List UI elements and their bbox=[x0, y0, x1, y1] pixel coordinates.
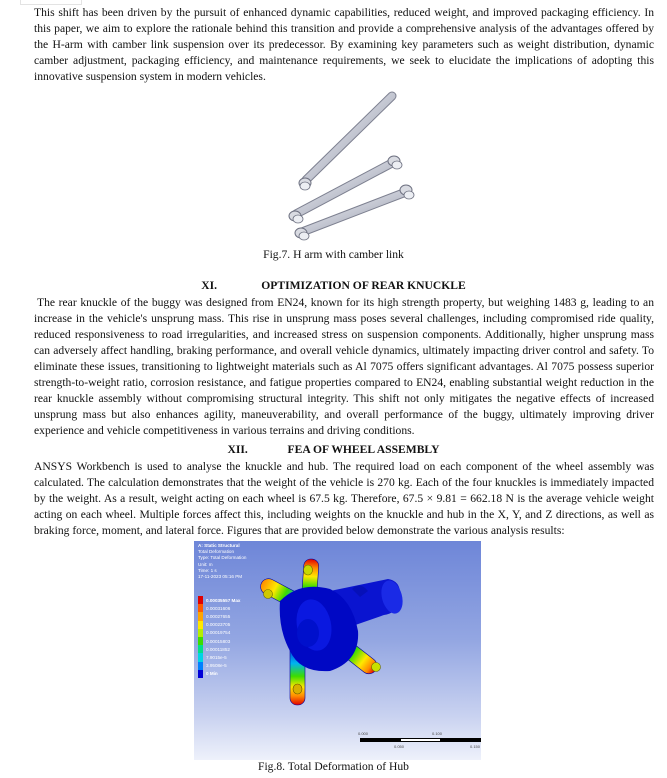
hub-deformation-model bbox=[260, 541, 420, 721]
legend-label: 0.00019754 bbox=[206, 630, 231, 636]
result-type: Type: Total Deformation bbox=[198, 555, 247, 561]
legend-label: 0.00035557 Max bbox=[206, 597, 241, 603]
scale-label: 0.050 bbox=[394, 744, 405, 749]
scale-label: 0.150 bbox=[470, 744, 481, 749]
legend-swatch bbox=[198, 604, 203, 612]
h-arm-camber-link-figure bbox=[276, 88, 426, 246]
legend-swatch bbox=[198, 662, 203, 670]
result-name: Total Deformation bbox=[198, 549, 235, 555]
legend-label: 0.00011852 bbox=[206, 646, 230, 652]
legend-row bbox=[198, 596, 240, 604]
analysis-name: A: Static Structural bbox=[198, 543, 240, 548]
legend-row bbox=[198, 637, 240, 645]
legend-label: 0.00023705 bbox=[206, 622, 231, 628]
section-title: OPTIMIZATION OF REAR KNUCKLE bbox=[261, 279, 466, 292]
legend-row bbox=[198, 604, 240, 612]
intro-paragraph: This shift has been driven by the pursuit of enhanced dynamic capabilities, reduced weight, and improved packaging efficiency. In this paper, we aim to explore the rationale behind this transition and provide a comprehensive analysis of the advantages offered by the H-arm with camber link suspension over its predecessor. By examining key parameters such as weight distribution, dynamic camber adjustment, packaging efficiency, and maintenance requirements, we seek to elucidate the implications of adopting this innovative suspension system in modern vehicles. bbox=[34, 6, 654, 83]
section-heading-xi bbox=[0, 279, 667, 293]
legend-label: 0.00015803 bbox=[206, 638, 231, 644]
scale-bar-graphic bbox=[360, 738, 481, 742]
scale-bar bbox=[352, 731, 481, 755]
result-unit: Unit: m bbox=[198, 561, 213, 567]
result-time: Time: 1 s bbox=[198, 567, 217, 573]
legend-swatch bbox=[198, 596, 203, 604]
scale-label: 0.000 bbox=[358, 731, 369, 736]
legend-label: 0 Min bbox=[206, 671, 218, 677]
legend-swatch bbox=[198, 670, 203, 678]
legend-label: 3.9508e-5 bbox=[206, 663, 227, 669]
section-xi-paragraph: The rear knuckle of the buggy was designed from EN24, known for its high strength property, but weighing 1483 g, leading to an increase in the vehicle's unsprung mass. This rise in unsprung mass poses several challenges, including compromised ride quality, reduced responsiveness to road irregularities, and increased stress on suspension components. Additionally, higher unsprung mass can adversely affect handling, braking performance, and overall vehicle dynamics, ultimately impacting driver control and safety. To eliminate these issues, transitioning to lightweight materials such as Al 7075 offers significant advantages. Al 7075 possess superior strength-to-weight ratio, corrosion resistance, and fatigue properties compared to EN24, enabling substantial weight reduction in the rear knuckle assembly without compromising structural integrity. This shift not only mitigates the negative effects of increased unsprung mass but also enhances agility, maneuverability, and overall performance of the buggy, ultimately improving driver experience and vehicle competitiveness in various terrains and driving conditions. bbox=[34, 296, 654, 437]
figure7-caption: Fig.7. H arm with camber link bbox=[263, 248, 404, 261]
legend-row bbox=[198, 662, 240, 670]
figure8-caption: Fig.8. Total Deformation of Hub bbox=[258, 760, 409, 773]
section-xii-paragraph: ANSYS Workbench is used to analyse the knuckle and hub. The required load on each component of the wheel assembly was calculated. The calculation demonstrates that the weight of the vehicle is 270 kg. Each of the four knuckles is immediately impacted by the weight. As a result, weight acting on each wheel is 67.5 kg. Therefore, 67.5 × 9.81 = 662.18 N is the average vehicle weight acting on each wheel. Multiple forces affect this, including weights on the knuckle and hub in the X, Y, and Z directions, as well as braking force, moment, and lateral force. Figures that are provided below demonstrate the various analysis results: bbox=[34, 460, 654, 537]
section-title: FEA OF WHEEL ASSEMBLY bbox=[287, 443, 440, 456]
ansys-total-deformation-figure bbox=[194, 541, 481, 760]
section-number: XII. bbox=[227, 443, 248, 456]
section-heading-xii bbox=[0, 443, 667, 457]
result-date: 17-11-2023 05:16 PM bbox=[198, 574, 243, 580]
legend-swatch bbox=[198, 653, 203, 661]
legend-label: 7.9015e-5 bbox=[206, 654, 227, 660]
scale-label: 0.100 bbox=[432, 731, 443, 736]
legend-row bbox=[198, 645, 240, 653]
legend-row bbox=[198, 653, 240, 661]
legend-row bbox=[198, 629, 240, 637]
legend-row bbox=[198, 612, 240, 620]
legend-swatch bbox=[198, 612, 203, 620]
legend-swatch bbox=[198, 629, 203, 637]
legend-row bbox=[198, 670, 240, 678]
legend-label: 0.00031606 bbox=[206, 605, 231, 611]
legend-swatch bbox=[198, 645, 203, 653]
section-number: XI. bbox=[201, 279, 218, 292]
legend-swatch bbox=[198, 637, 203, 645]
legend-label: 0.00027655 bbox=[206, 613, 231, 619]
ansys-info-block bbox=[198, 543, 246, 580]
legend-row bbox=[198, 621, 240, 629]
deformation-legend bbox=[198, 596, 240, 678]
legend-swatch bbox=[198, 621, 203, 629]
